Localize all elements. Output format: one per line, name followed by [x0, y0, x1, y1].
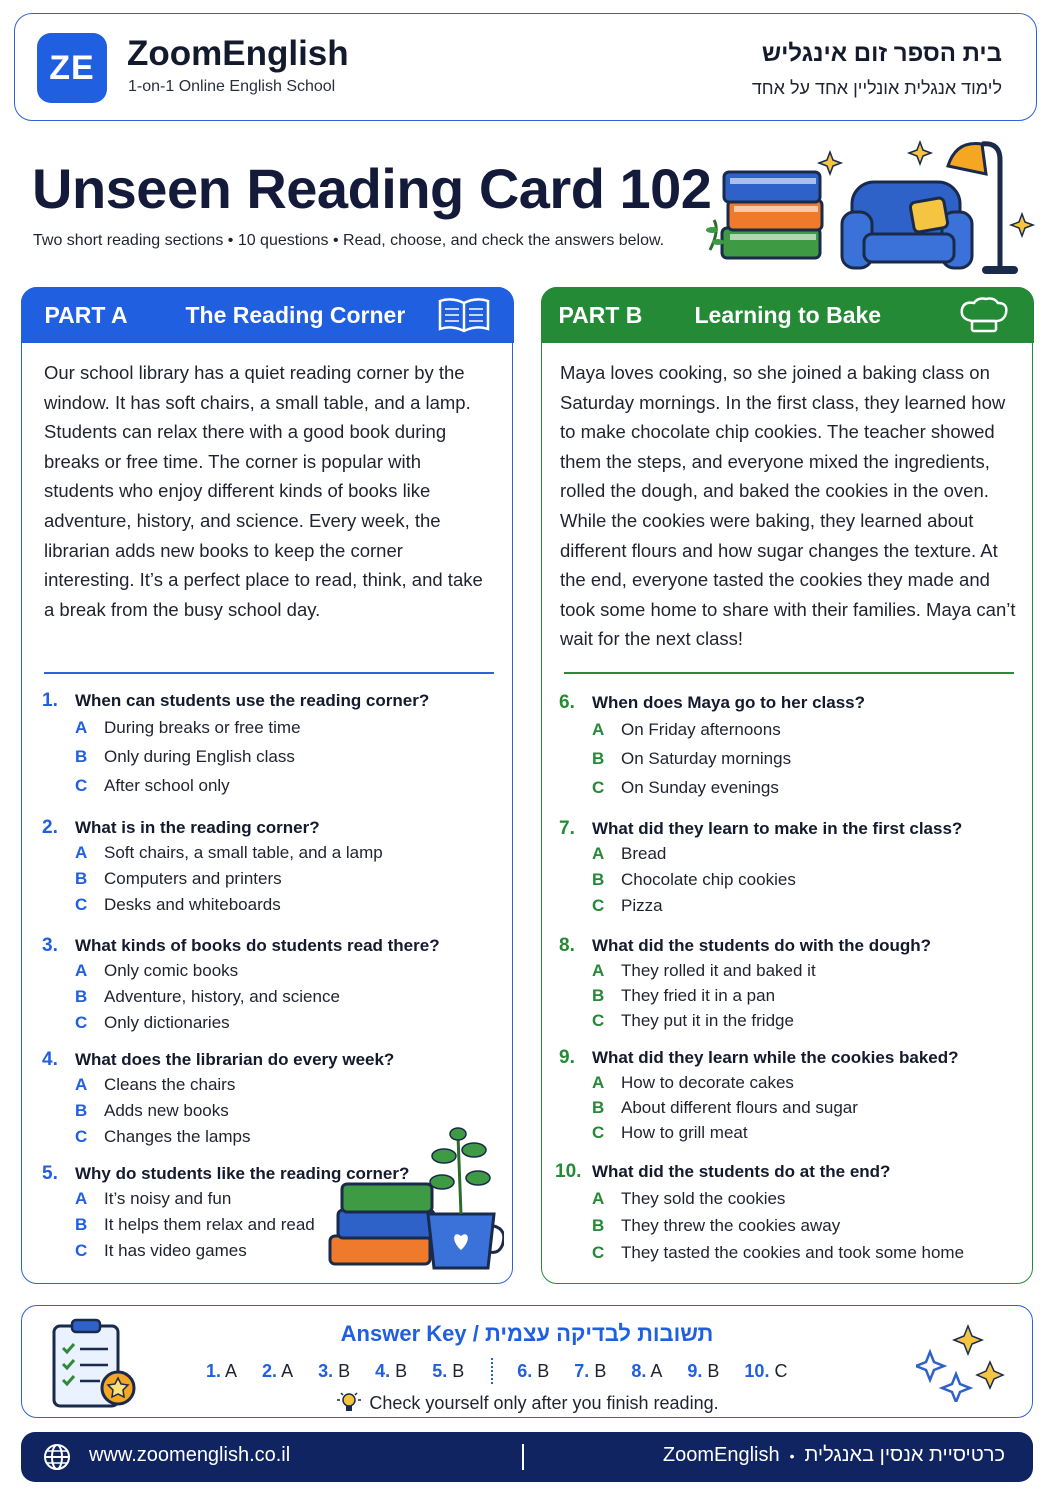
answer-item: 8. A [631, 1360, 663, 1381]
footer-divider [522, 1444, 524, 1470]
option-b[interactable]: B They fried it in a pan [592, 986, 776, 1005]
question-text: Why do students like the reading corner? [75, 1164, 410, 1183]
page-header [14, 13, 1037, 121]
answer-key-panel [21, 1305, 1033, 1418]
question-text: When does Maya go to her class? [592, 693, 866, 712]
question-number: 5. [42, 1163, 58, 1184]
book-open-icon [436, 295, 492, 335]
question-number: 7. [559, 818, 575, 839]
website-link[interactable]: www.zoomenglish.co.il [89, 1444, 291, 1466]
books-and-plant-illustration [324, 1126, 504, 1276]
option-a[interactable]: A Cleans the chairs [75, 1075, 236, 1094]
option-a[interactable]: A How to decorate cakes [592, 1073, 794, 1092]
question-text: What did they learn while the cookies baked? [592, 1048, 959, 1067]
page-title: Unseen Reading Card 102 [32, 157, 712, 220]
option-b[interactable]: B Adds new books [75, 1101, 229, 1120]
option-a[interactable]: A They sold the cookies [592, 1189, 786, 1208]
answer-separator [491, 1358, 493, 1384]
hebrew-subtitle: לימוד אנגלית אונליין אחד על אחד [751, 78, 1002, 98]
question-text: What does the librarian do every week? [75, 1050, 395, 1069]
question-text: What did the students do at the end? [592, 1162, 891, 1181]
answer-item: 3. B [318, 1360, 351, 1381]
option-a[interactable]: A Soft chairs, a small table, and a lamp [75, 843, 383, 862]
answer-item: 9. B [687, 1360, 720, 1381]
footer-hebrew: כרטיסיית אנסין באנגלית [804, 1444, 1005, 1466]
option-b[interactable]: B Computers and printers [75, 869, 282, 888]
question-7 [559, 818, 1019, 922]
option-c[interactable]: C Changes the lamps [75, 1127, 251, 1146]
question-number: 6. [559, 692, 575, 713]
answer-item: 4. B [375, 1360, 408, 1381]
question-1 [42, 690, 502, 805]
question-9 [559, 1047, 1019, 1148]
option-c[interactable]: C Desks and whiteboards [75, 895, 281, 914]
part-a-panel [21, 287, 513, 1284]
option-b[interactable]: B Adventure, history, and science [75, 987, 340, 1006]
question-8 [559, 935, 1019, 1036]
book-stack-icon [706, 172, 822, 258]
hebrew-title: בית הספר זום אינגליש [761, 40, 1002, 67]
lightbulb-icon [335, 1390, 363, 1414]
option-c[interactable]: C It has video games [75, 1241, 247, 1260]
question-text: What kinds of books do students read there? [75, 936, 440, 955]
part-b-panel [541, 287, 1033, 1284]
option-b[interactable]: B It helps them relax and read [75, 1215, 315, 1234]
part-a-header [21, 287, 514, 343]
question-number: 8. [559, 935, 575, 956]
option-c[interactable]: C After school only [75, 776, 230, 795]
globe-icon [43, 1443, 71, 1471]
option-b[interactable]: B Only during English class [75, 747, 295, 766]
option-c[interactable]: C They put it in the fridge [592, 1011, 794, 1030]
part-a-divider [44, 672, 494, 674]
option-c[interactable]: C How to grill meat [592, 1123, 748, 1142]
chef-hat-icon [956, 295, 1012, 335]
answer-item: 2. A [262, 1360, 294, 1381]
answer-item: 10. C [744, 1360, 788, 1381]
page-footer [21, 1432, 1033, 1482]
question-text: What did the students do with the dough? [592, 936, 932, 955]
answer-item: 6. B [517, 1360, 550, 1381]
answer-item: 1. A [206, 1360, 238, 1381]
question-6 [559, 692, 1019, 807]
question-2 [42, 817, 502, 921]
answer-key-list [206, 1358, 812, 1384]
armchair-icon [842, 182, 972, 268]
option-a[interactable]: A Bread [592, 844, 667, 863]
footer-bullet: • [789, 1447, 795, 1464]
page-subtitle: Two short reading sections • 10 questions • Read, choose, and check the answers below. [33, 232, 665, 249]
option-b[interactable]: B They threw the cookies away [592, 1216, 841, 1235]
part-b-title: Learning to Bake [694, 301, 882, 328]
question-number: 10. [555, 1161, 582, 1182]
option-a[interactable]: A During breaks or free time [75, 718, 301, 737]
question-number: 9. [559, 1047, 575, 1068]
option-a[interactable]: A It’s noisy and fun [75, 1189, 232, 1208]
part-a-passage: Our school library has a quiet reading corner by the window. It has soft chairs, a small table, and a lamp. Students can relax there with a good book during breaks or free time. The corner is popular with students who enjoy different kinds of books like adventure, history, and science. Every week, the librarian adds new books to keep the corner interesting. It’s a perfect place to read, think, and take a break from the busy school day. [44, 362, 483, 620]
logo-badge: ZE [37, 33, 107, 103]
answer-item: 5. B [432, 1360, 465, 1381]
answer-key-title: Answer Key / תשובות לבדיקה עצמית [340, 1321, 714, 1346]
question-number: 2. [42, 817, 58, 838]
option-c[interactable]: C Only dictionaries [75, 1013, 230, 1032]
part-a-label: PART A [44, 301, 128, 328]
sparkle-icon [916, 1322, 1006, 1402]
option-c[interactable]: C On Sunday evenings [592, 778, 779, 797]
answer-item: 7. B [574, 1360, 607, 1381]
question-text: What did they learn to make in the first class? [592, 819, 963, 838]
footer-brand-name: ZoomEnglish [662, 1444, 780, 1466]
question-text: When can students use the reading corner? [75, 691, 430, 710]
part-b-divider [564, 672, 1014, 674]
question-text: What is in the reading corner? [75, 818, 320, 837]
brand-tagline: 1-on-1 Online English School [128, 78, 336, 95]
option-c[interactable]: C They tasted the cookies and took some home [592, 1243, 965, 1262]
option-c[interactable]: C Pizza [592, 896, 663, 915]
question-10 [555, 1161, 1015, 1270]
part-b-header [541, 287, 1034, 343]
footer-brand [663, 1444, 1005, 1467]
option-a[interactable]: A On Friday afternoons [592, 720, 781, 739]
question-number: 1. [42, 690, 58, 711]
question-number: 3. [42, 935, 58, 956]
answer-key-note: Check yourself only after you finish reading. [22, 1390, 1032, 1414]
option-b[interactable]: B Chocolate chip cookies [592, 870, 796, 889]
part-a-title: The Reading Corner [185, 301, 406, 328]
reading-corner-illustration [700, 130, 1040, 280]
question-3 [42, 935, 502, 1039]
part-b-label: PART B [558, 301, 643, 328]
option-a[interactable]: A Only comic books [75, 961, 239, 980]
part-b-passage: Maya loves cooking, so she joined a baking class on Saturday mornings. In the first class, they learned how to make chocolate chip cookies. The teacher showed them the steps, and everyone mixed the ingredients, rolled the dough, and baked the cookies in the oven. While the cookies were baking, they learned about different flours and how sugar changes the texture. At the end, everyone tasted the cookies they made and took some home to share with their families. Maya can’t wait for the next class! [560, 362, 1016, 650]
option-b[interactable]: B On Saturday mornings [592, 749, 792, 768]
question-number: 4. [42, 1049, 58, 1070]
option-b[interactable]: B About different flours and sugar [592, 1098, 858, 1117]
option-a[interactable]: A They rolled it and baked it [592, 961, 816, 980]
brand-name: ZoomEnglish [127, 34, 349, 73]
